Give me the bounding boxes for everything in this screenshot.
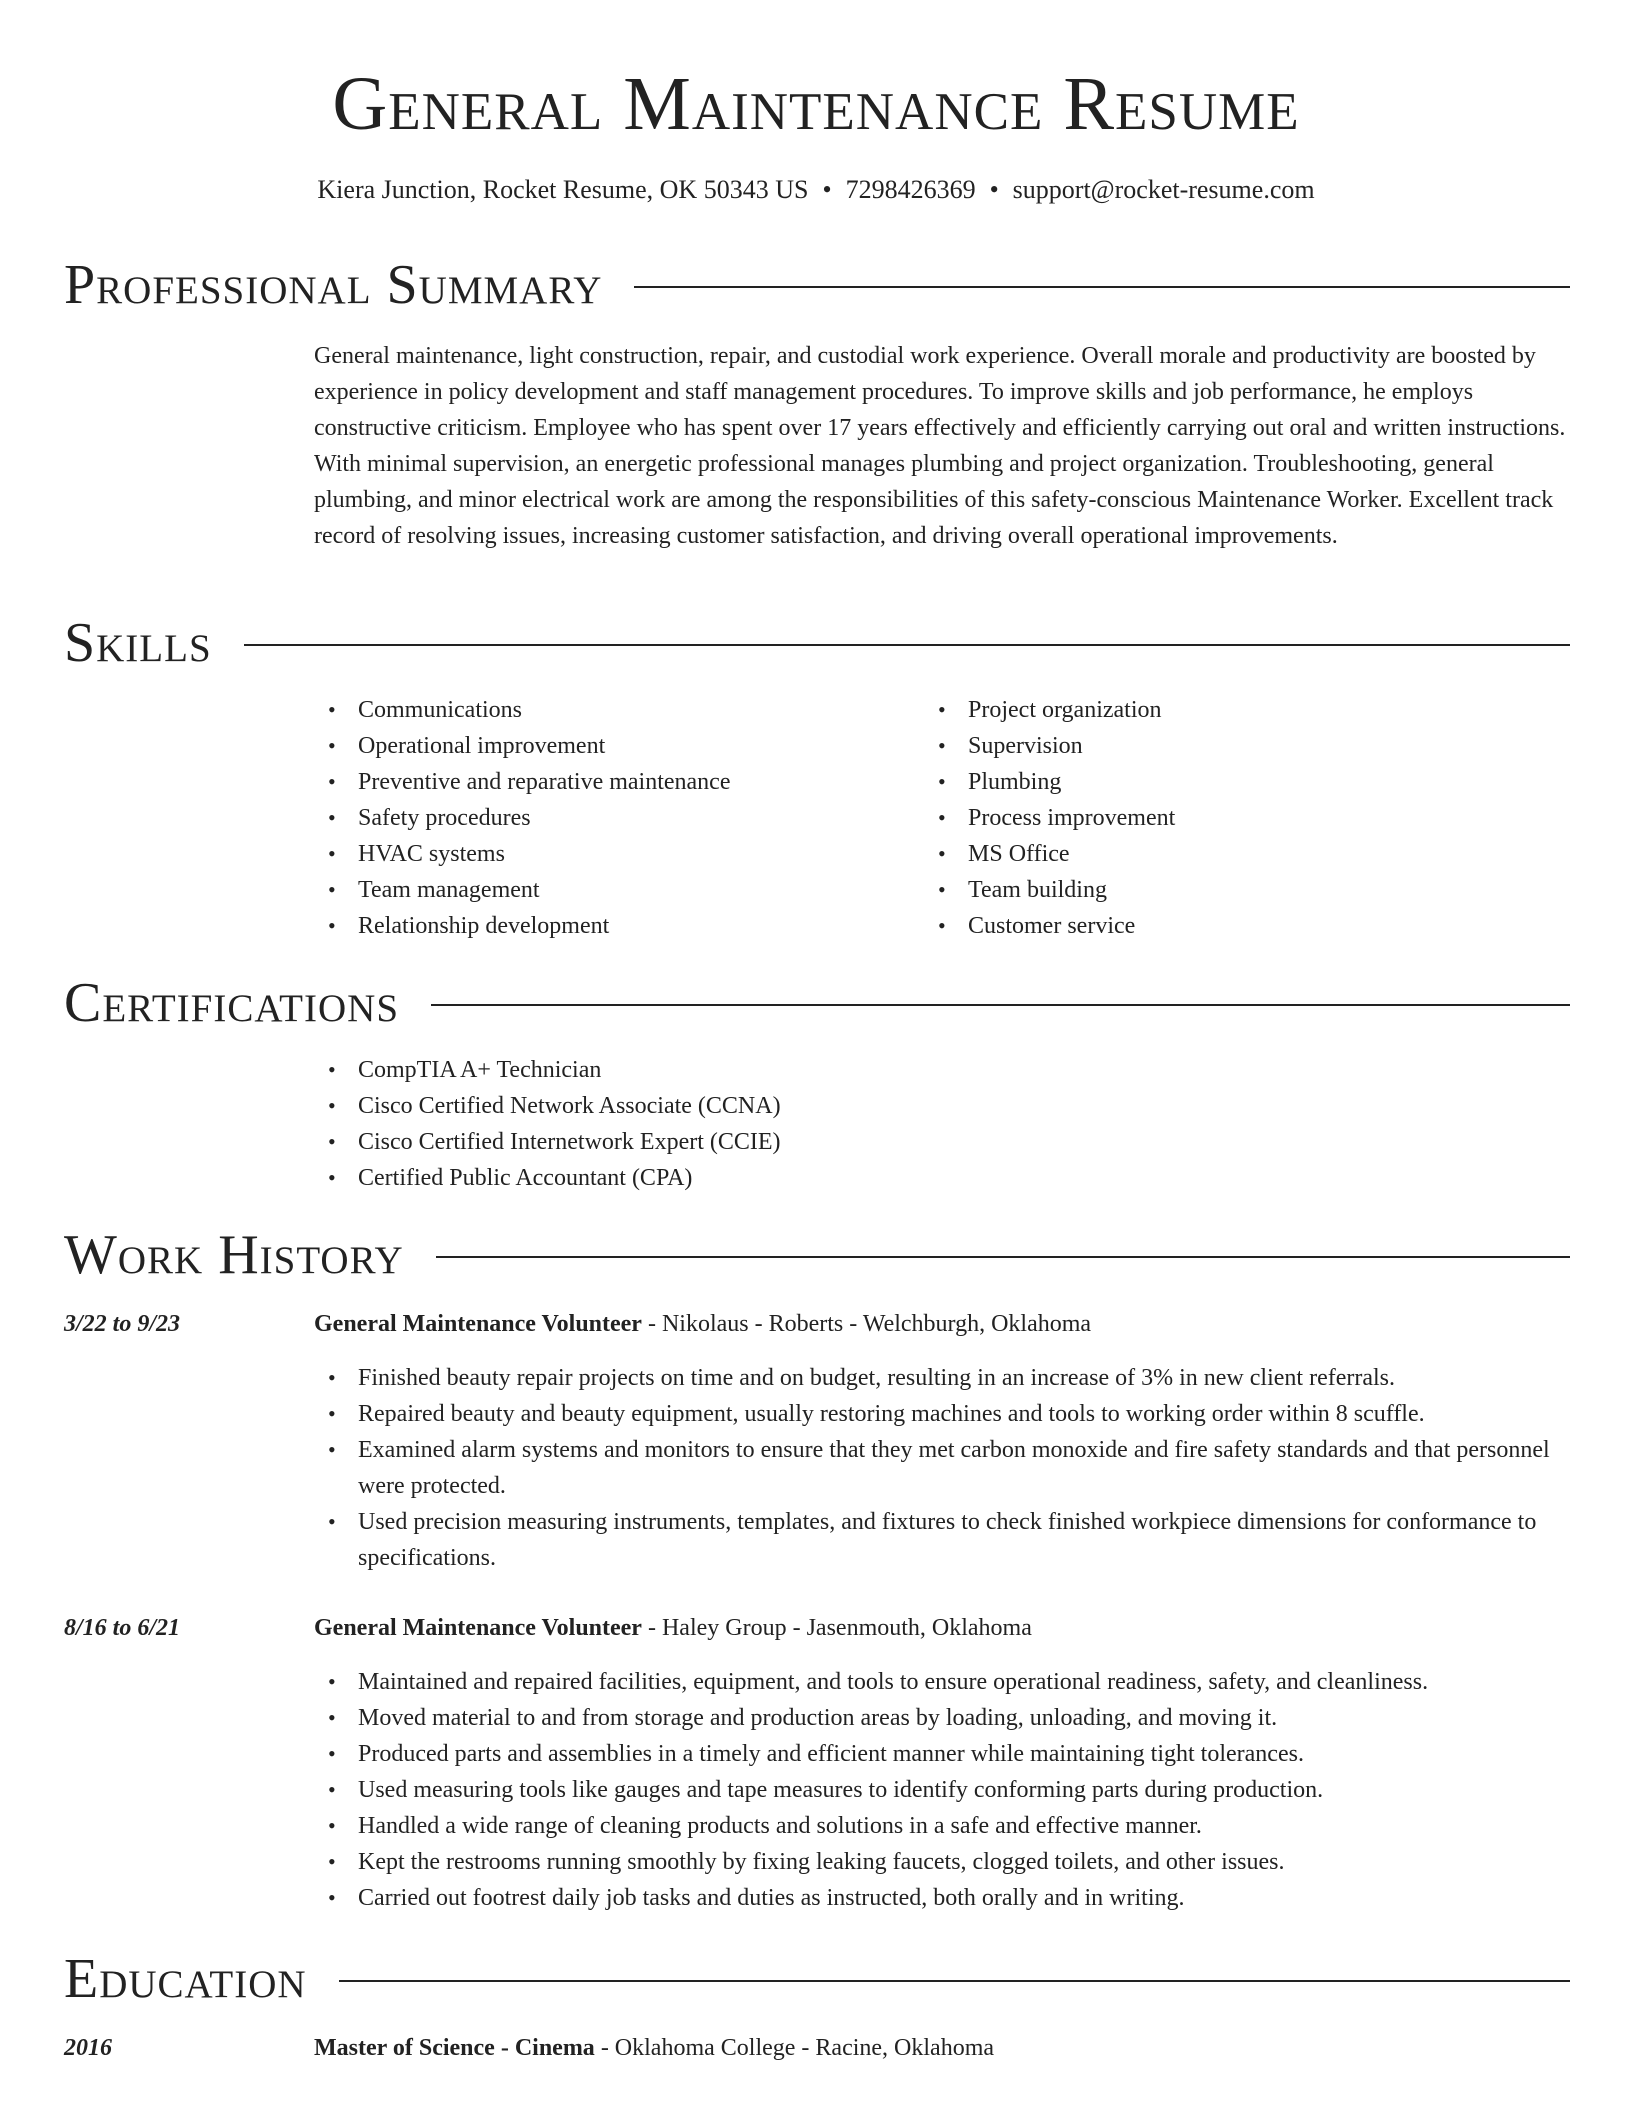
certification-item: • Certified Public Accountant (CPA): [314, 1160, 1570, 1196]
summary-text: General maintenance, light construction, repair, and custodial work experience. Overall morale and productivity are boosted by experience in policy development and staff management procedures. To improve skills and job performance, he employs constructive criticism. Employee who has spent over 17 years effectively and efficiently carrying out oral and written instructions. With minimal supervision, an energetic professional manages plumbing and project organization. Troubleshooting, general plumbing, and minor electrical work are among the responsibilities of this safety-conscious Maintenance Worker. Excellent track record of resolving issues, increasing customer satisfaction, and driving overall operational improvements.: [314, 343, 1566, 549]
job-bullet: • Maintained and repaired facilities, equipment, and tools to ensure operational readiness, safety, and cleanliness.: [314, 1664, 1570, 1700]
skill-item: • Project organization: [924, 692, 1524, 728]
section-divider: [634, 286, 1570, 288]
job-details: - Nikolaus - Roberts - Welchburgh, Oklahoma: [641, 1311, 1092, 1337]
job-bullets: [314, 1664, 1570, 1916]
skill-item: • HVAC systems: [314, 836, 914, 872]
resume-title: General Maintenance Resume: [332, 62, 1300, 146]
work-section-header: [64, 1220, 1570, 1290]
skill-item: • Operational improvement: [314, 728, 914, 764]
skill-item: • Customer service: [924, 908, 1524, 944]
contact-phone: 7298426369: [845, 175, 976, 204]
certifications-heading: Certifications: [64, 972, 400, 1034]
section-divider: [339, 1980, 1570, 1982]
education-year: 2016: [64, 2035, 112, 2061]
contact-address: Kiera Junction, Rocket Resume, OK 50343 US: [317, 175, 809, 204]
skill-item: • Communications: [314, 692, 914, 728]
job-bullets: [314, 1360, 1570, 1576]
job-bullet: • Kept the restrooms running smoothly by fixing leaking faucets, clogged toilets, and other issues.: [314, 1844, 1570, 1880]
certification-item: • CompTIA A+ Technician: [314, 1052, 1570, 1088]
job-bullet: • Carried out footrest daily job tasks and duties as instructed, both orally and in writing.: [314, 1880, 1570, 1916]
job-header: [314, 1306, 1570, 1342]
certifications-list: [314, 1052, 1570, 1196]
contact-separator: •: [822, 175, 832, 204]
skill-item: • Team building: [924, 872, 1524, 908]
skill-item: • Preventive and reparative maintenance: [314, 764, 914, 800]
job-bullet: • Used measuring tools like gauges and tape measures to identify conforming parts during production.: [314, 1772, 1570, 1808]
skill-item: • Team management: [314, 872, 914, 908]
skills-heading: Skills: [64, 612, 212, 674]
summary-heading: Professional Summary: [64, 254, 603, 316]
contact-email[interactable]: support@rocket-resume.com: [1012, 175, 1315, 204]
skill-item: • Relationship development: [314, 908, 914, 944]
job-title: General Maintenance Volunteer: [314, 1311, 642, 1337]
contact-separator: •: [989, 175, 999, 204]
job-bullet: • Finished beauty repair projects on time and on budget, resulting in an increase of 3% in new client referrals.: [314, 1360, 1570, 1396]
skill-item: • Safety procedures: [314, 800, 914, 836]
job-dates: 8/16 to 6/21: [64, 1615, 181, 1641]
job-title: General Maintenance Volunteer: [314, 1615, 642, 1641]
job-header: [314, 1610, 1570, 1646]
job-bullet: • Produced parts and assemblies in a timely and efficient manner while maintaining tight tolerances.: [314, 1736, 1570, 1772]
skill-item: • Process improvement: [924, 800, 1524, 836]
skills-list-right: [924, 692, 1524, 944]
section-divider: [244, 644, 1570, 646]
job-bullet: • Used precision measuring instruments, templates, and fixtures to check finished workpiece dimensions for conformance to specifications.: [314, 1504, 1570, 1576]
job-bullet: • Moved material to and from storage and production areas by loading, unloading, and moving it.: [314, 1700, 1570, 1736]
skills-section-header: [64, 608, 1570, 678]
certifications-section-header: [64, 968, 1570, 1038]
skills-list-left: [314, 692, 914, 944]
education-section-header: [64, 1944, 1570, 2014]
certification-item: • Cisco Certified Internetwork Expert (CCIE): [314, 1124, 1570, 1160]
job-dates: 3/22 to 9/23: [64, 1311, 181, 1337]
skill-item: • Supervision: [924, 728, 1524, 764]
education-entry: [314, 2030, 1570, 2066]
education-details: - Oklahoma College - Racine, Oklahoma: [594, 2035, 995, 2061]
contact-line: [0, 172, 1632, 208]
skill-item: • MS Office: [924, 836, 1524, 872]
job-details: - Haley Group - Jasenmouth, Oklahoma: [641, 1615, 1032, 1641]
certification-item: • Cisco Certified Network Associate (CCNA): [314, 1088, 1570, 1124]
work-heading: Work History: [64, 1224, 404, 1286]
section-divider: [431, 1004, 1570, 1006]
education-degree: Master of Science - Cinema: [314, 2035, 595, 2061]
job-bullet: • Repaired beauty and beauty equipment, usually restoring machines and tools to working order within 8 scuffle.: [314, 1396, 1570, 1432]
skill-item: • Plumbing: [924, 764, 1524, 800]
job-bullet: • Examined alarm systems and monitors to ensure that they met carbon monoxide and fire safety standards and that personnel were protected.: [314, 1432, 1570, 1504]
job-bullet: • Handled a wide range of cleaning products and solutions in a safe and effective manner.: [314, 1808, 1570, 1844]
education-heading: Education: [64, 1948, 307, 2010]
summary-section-header: [64, 250, 1570, 320]
section-divider: [436, 1256, 1570, 1258]
